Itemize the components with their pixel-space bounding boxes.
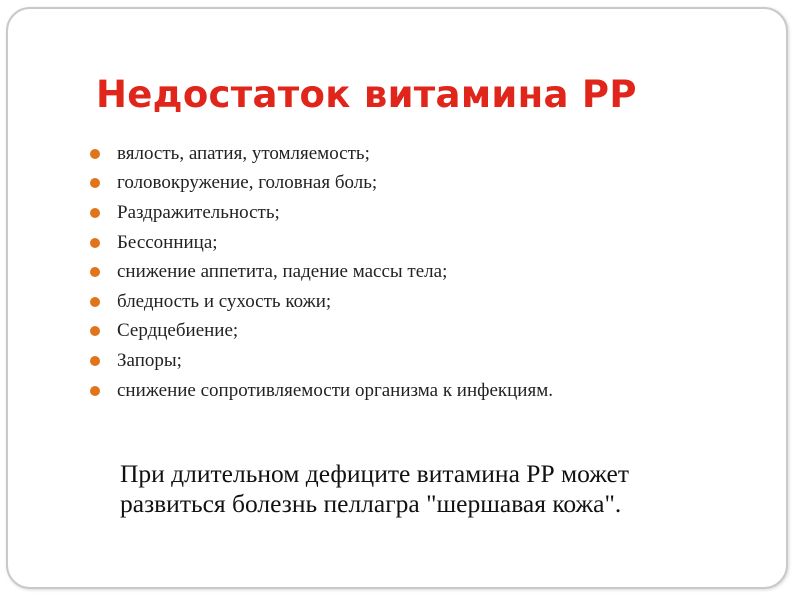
list-item bbox=[90, 198, 553, 228]
slide-frame bbox=[6, 7, 788, 589]
bullet-dot-icon bbox=[90, 238, 100, 248]
list-item bbox=[90, 346, 553, 376]
list-item-text: Раздражительность; bbox=[117, 201, 280, 223]
list-item bbox=[90, 257, 553, 287]
list-item-text: Запоры; bbox=[117, 349, 182, 371]
bullet-dot-icon bbox=[90, 297, 100, 307]
bullet-dot-icon bbox=[90, 149, 100, 159]
list-item bbox=[90, 139, 553, 169]
list-item-text: Бессонница; bbox=[117, 231, 218, 253]
list-item bbox=[90, 317, 553, 347]
list-item-text: бледность и сухость кожи; bbox=[117, 290, 332, 312]
list-item bbox=[90, 169, 553, 199]
list-item-text: головокружение, головная боль; bbox=[117, 172, 378, 194]
bullet-dot-icon bbox=[90, 326, 100, 336]
bullet-dot-icon bbox=[90, 178, 100, 188]
bullet-dot-icon bbox=[90, 267, 100, 277]
list-item bbox=[90, 376, 553, 406]
list-item-text: снижение аппетита, падение массы тела; bbox=[117, 261, 448, 283]
conclusion-text: При длительном дефиците витамина РР может развиться болезнь пеллагра "шершавая кожа". bbox=[120, 459, 629, 518]
symptom-list bbox=[90, 139, 553, 405]
slide-title: Недостаток витамина РР bbox=[96, 73, 637, 116]
bullet-dot-icon bbox=[90, 208, 100, 218]
bullet-dot-icon bbox=[90, 386, 100, 396]
list-item bbox=[90, 287, 553, 317]
list-item-text: снижение сопротивляемости организма к инфекциям. bbox=[117, 379, 553, 401]
list-item-text: вялость, апатия, утомляемость; bbox=[117, 142, 370, 164]
bullet-dot-icon bbox=[90, 356, 100, 366]
list-item-text: Сердцебиение; bbox=[117, 320, 239, 342]
list-item bbox=[90, 228, 553, 258]
